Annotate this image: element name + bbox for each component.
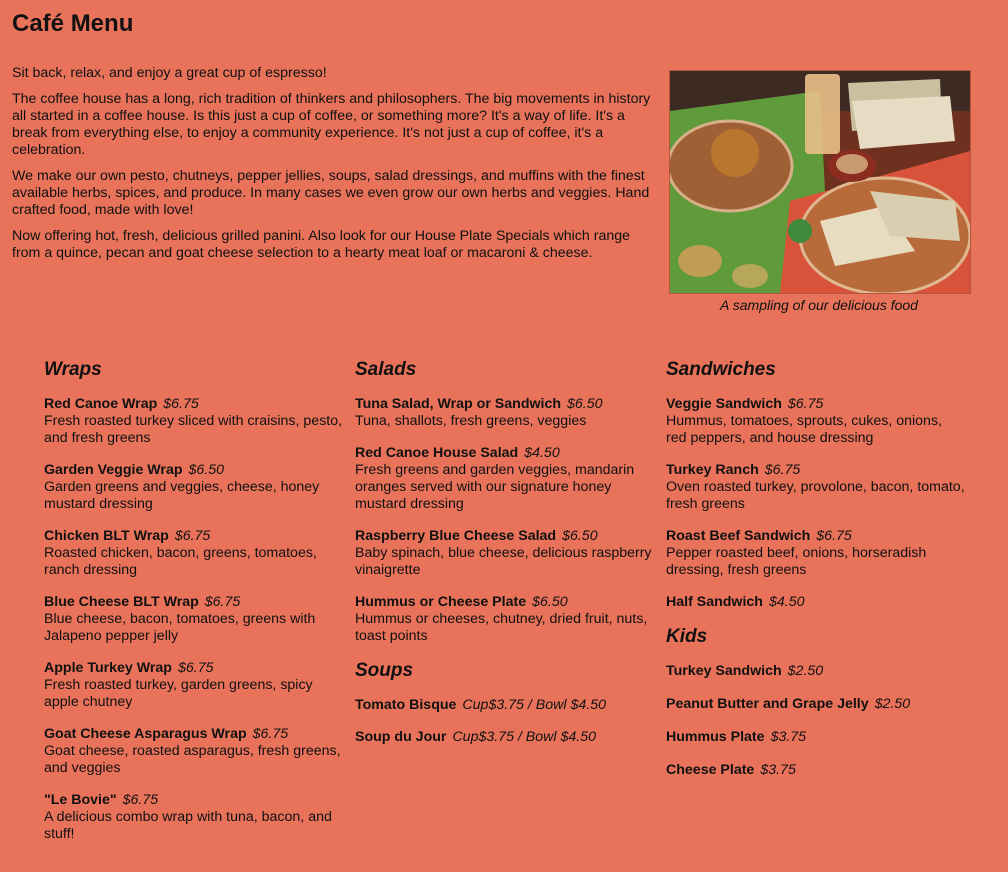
- menu-item-description: Fresh roasted turkey sliced with craisins, pesto, and fresh greens: [44, 413, 343, 446]
- menu-item-name: Peanut Butter and Grape Jelly: [666, 696, 869, 712]
- menu-item-price: $6.75: [252, 726, 289, 742]
- menu-item: [44, 462, 344, 513]
- menu-item-name: Tomato Bisque: [355, 697, 457, 713]
- menu-item-name: Half Sandwich: [666, 594, 763, 610]
- menu-item: [666, 663, 966, 680]
- soups-heading: Soups: [355, 660, 414, 681]
- menu-item-price: $6.75: [122, 792, 159, 808]
- menu-item-price: Cup$3.75 / Bowl $4.50: [462, 697, 606, 713]
- intro-paragraph: Sit back, relax, and enjoy a great cup of espresso!: [12, 65, 327, 81]
- menu-item: [355, 396, 655, 430]
- menu-item-description: Hummus or cheeses, chutney, dried fruit, nuts, toast points: [355, 611, 648, 644]
- menu-item-price: $4.50: [524, 445, 560, 461]
- menu-item: [666, 462, 966, 513]
- menu-item-price: $6.75: [174, 528, 211, 544]
- menu-item: [44, 660, 344, 711]
- menu-item-price: $6.75: [787, 396, 824, 412]
- menu-item-description: Pepper roasted beef, onions, horseradish dressing, fresh greens: [666, 545, 927, 578]
- food-photo: [669, 70, 971, 294]
- menu-item-price: $2.50: [787, 663, 824, 679]
- menu-item-name: Red Canoe Wrap: [44, 396, 158, 412]
- menu-item-price: $3.75: [770, 729, 807, 745]
- menu-item: [355, 594, 655, 645]
- intro-paragraph: We make our own pesto, chutneys, pepper jellies, soups, salad dressings, and muffins with the finest available herbs, spices, and produce. In many cases we even grow our own herbs and veggies. Hand crafted food, made with love!: [12, 168, 650, 218]
- menu-item-name: Hummus Plate: [666, 729, 765, 745]
- menu-item-price: $6.50: [532, 594, 568, 610]
- kids-heading: Kids: [666, 626, 708, 647]
- menu-item-name: Cheese Plate: [666, 762, 755, 778]
- menu-item-price: $6.75: [163, 396, 199, 412]
- menu-item-price: $6.50: [188, 462, 225, 478]
- photo-caption: A sampling of our delicious food: [720, 297, 918, 313]
- menu-item-price: $6.75: [816, 528, 852, 544]
- menu-item-description: A delicious combo wrap with tuna, bacon, and stuff!: [44, 809, 332, 842]
- menu-item: [355, 729, 655, 746]
- menu-item: [666, 762, 966, 779]
- menu-item: [666, 528, 966, 579]
- menu-item-name: Apple Turkey Wrap: [44, 660, 172, 676]
- menu-item-name: Raspberry Blue Cheese Salad: [355, 528, 557, 544]
- menu-item-name: Chicken BLT Wrap: [44, 528, 169, 544]
- menu-item-name: "Le Bovie": [44, 792, 117, 808]
- menu-item-description: Blue cheese, bacon, tomatoes, greens with Jalapeno pepper jelly: [44, 611, 316, 644]
- menu-item: [666, 396, 966, 447]
- menu-item: [44, 528, 344, 579]
- menu-item: [666, 729, 966, 746]
- menu-item-description: Goat cheese, roasted asparagus, fresh greens, and veggies: [44, 743, 341, 776]
- menu-item-price: $6.75: [764, 462, 801, 478]
- sandwiches-column: [666, 359, 966, 795]
- intro-paragraph: Now offering hot, fresh, delicious grilled panini. Also look for our House Plate Specials which range from a quince, pecan and goat cheese selection to a hearty meat loaf or macaroni & cheese.: [12, 228, 631, 261]
- menu-item-price: $6.75: [177, 660, 214, 676]
- menu-item-price: $4.50: [768, 594, 805, 610]
- menu-item: [355, 697, 655, 714]
- menu-item-name: Soup du Jour: [355, 729, 447, 745]
- menu-item: [355, 528, 655, 579]
- menu-item-price: $3.75: [760, 762, 796, 778]
- menu-item-description: Baby spinach, blue cheese, delicious raspberry vinaigrette: [355, 545, 652, 578]
- menu-item-name: Turkey Sandwich: [666, 663, 782, 679]
- menu-item-description: Fresh greens and garden veggies, mandarin oranges served with our signature honey mustard dressing: [355, 462, 635, 512]
- menu-item-description: Oven roasted turkey, provolone, bacon, tomato, fresh greens: [666, 479, 965, 512]
- intro-paragraph: The coffee house has a long, rich tradition of thinkers and philosophers. The big movements in history all started in a coffee house. Is this just a cup of coffee, or something more? It's a way of life. It's a break from everything else, to enjoy a community experience. It's not just a cup of coffee, it's a celebration.: [12, 91, 651, 158]
- menu-item: [355, 445, 655, 513]
- menu-item-name: Tuna Salad, Wrap or Sandwich: [355, 396, 562, 412]
- menu-item-name: Goat Cheese Asparagus Wrap: [44, 726, 247, 742]
- menu-item-description: Garden greens and veggies, cheese, honey mustard dressing: [44, 479, 320, 512]
- wraps-column: [44, 359, 344, 858]
- menu-item-name: Turkey Ranch: [666, 462, 759, 478]
- food-photo-figure: [669, 70, 971, 313]
- menu-item: [44, 726, 344, 777]
- menu-item-name: Veggie Sandwich: [666, 396, 782, 412]
- wraps-heading: Wraps: [44, 359, 102, 380]
- menu-item-description: Fresh roasted turkey, garden greens, spicy apple chutney: [44, 677, 313, 710]
- salads-heading: Salads: [355, 359, 417, 380]
- menu-item-price: $6.75: [204, 594, 241, 610]
- menu-item-name: Hummus or Cheese Plate: [355, 594, 527, 610]
- kids-list: [666, 663, 966, 779]
- menu-item-name: Roast Beef Sandwich: [666, 528, 811, 544]
- menu-item-price: $6.50: [567, 396, 603, 412]
- menu-item: [44, 792, 344, 843]
- sandwiches-heading: Sandwiches: [666, 359, 776, 380]
- salads-column: [355, 359, 655, 761]
- menu-item: [44, 594, 344, 645]
- page-title: Café Menu: [12, 10, 134, 37]
- menu-item-price: Cup$3.75 / Bowl $4.50: [452, 729, 596, 745]
- menu-item: [666, 696, 966, 713]
- menu-item-description: Hummus, tomatoes, sprouts, cukes, onions, red peppers, and house dressing: [666, 413, 942, 446]
- menu-item-description: Tuna, shallots, fresh greens, veggies: [355, 413, 587, 429]
- menu-item-price: $6.50: [562, 528, 598, 544]
- menu-item: [666, 594, 966, 611]
- menu-item: [44, 396, 344, 447]
- menu-item-price: $2.50: [874, 696, 911, 712]
- menu-item-description: Roasted chicken, bacon, greens, tomatoes, ranch dressing: [44, 545, 317, 578]
- menu-item-name: Red Canoe House Salad: [355, 445, 519, 461]
- intro-text: [12, 65, 652, 271]
- menu-item-name: Garden Veggie Wrap: [44, 462, 183, 478]
- menu-item-name: Blue Cheese BLT Wrap: [44, 594, 199, 610]
